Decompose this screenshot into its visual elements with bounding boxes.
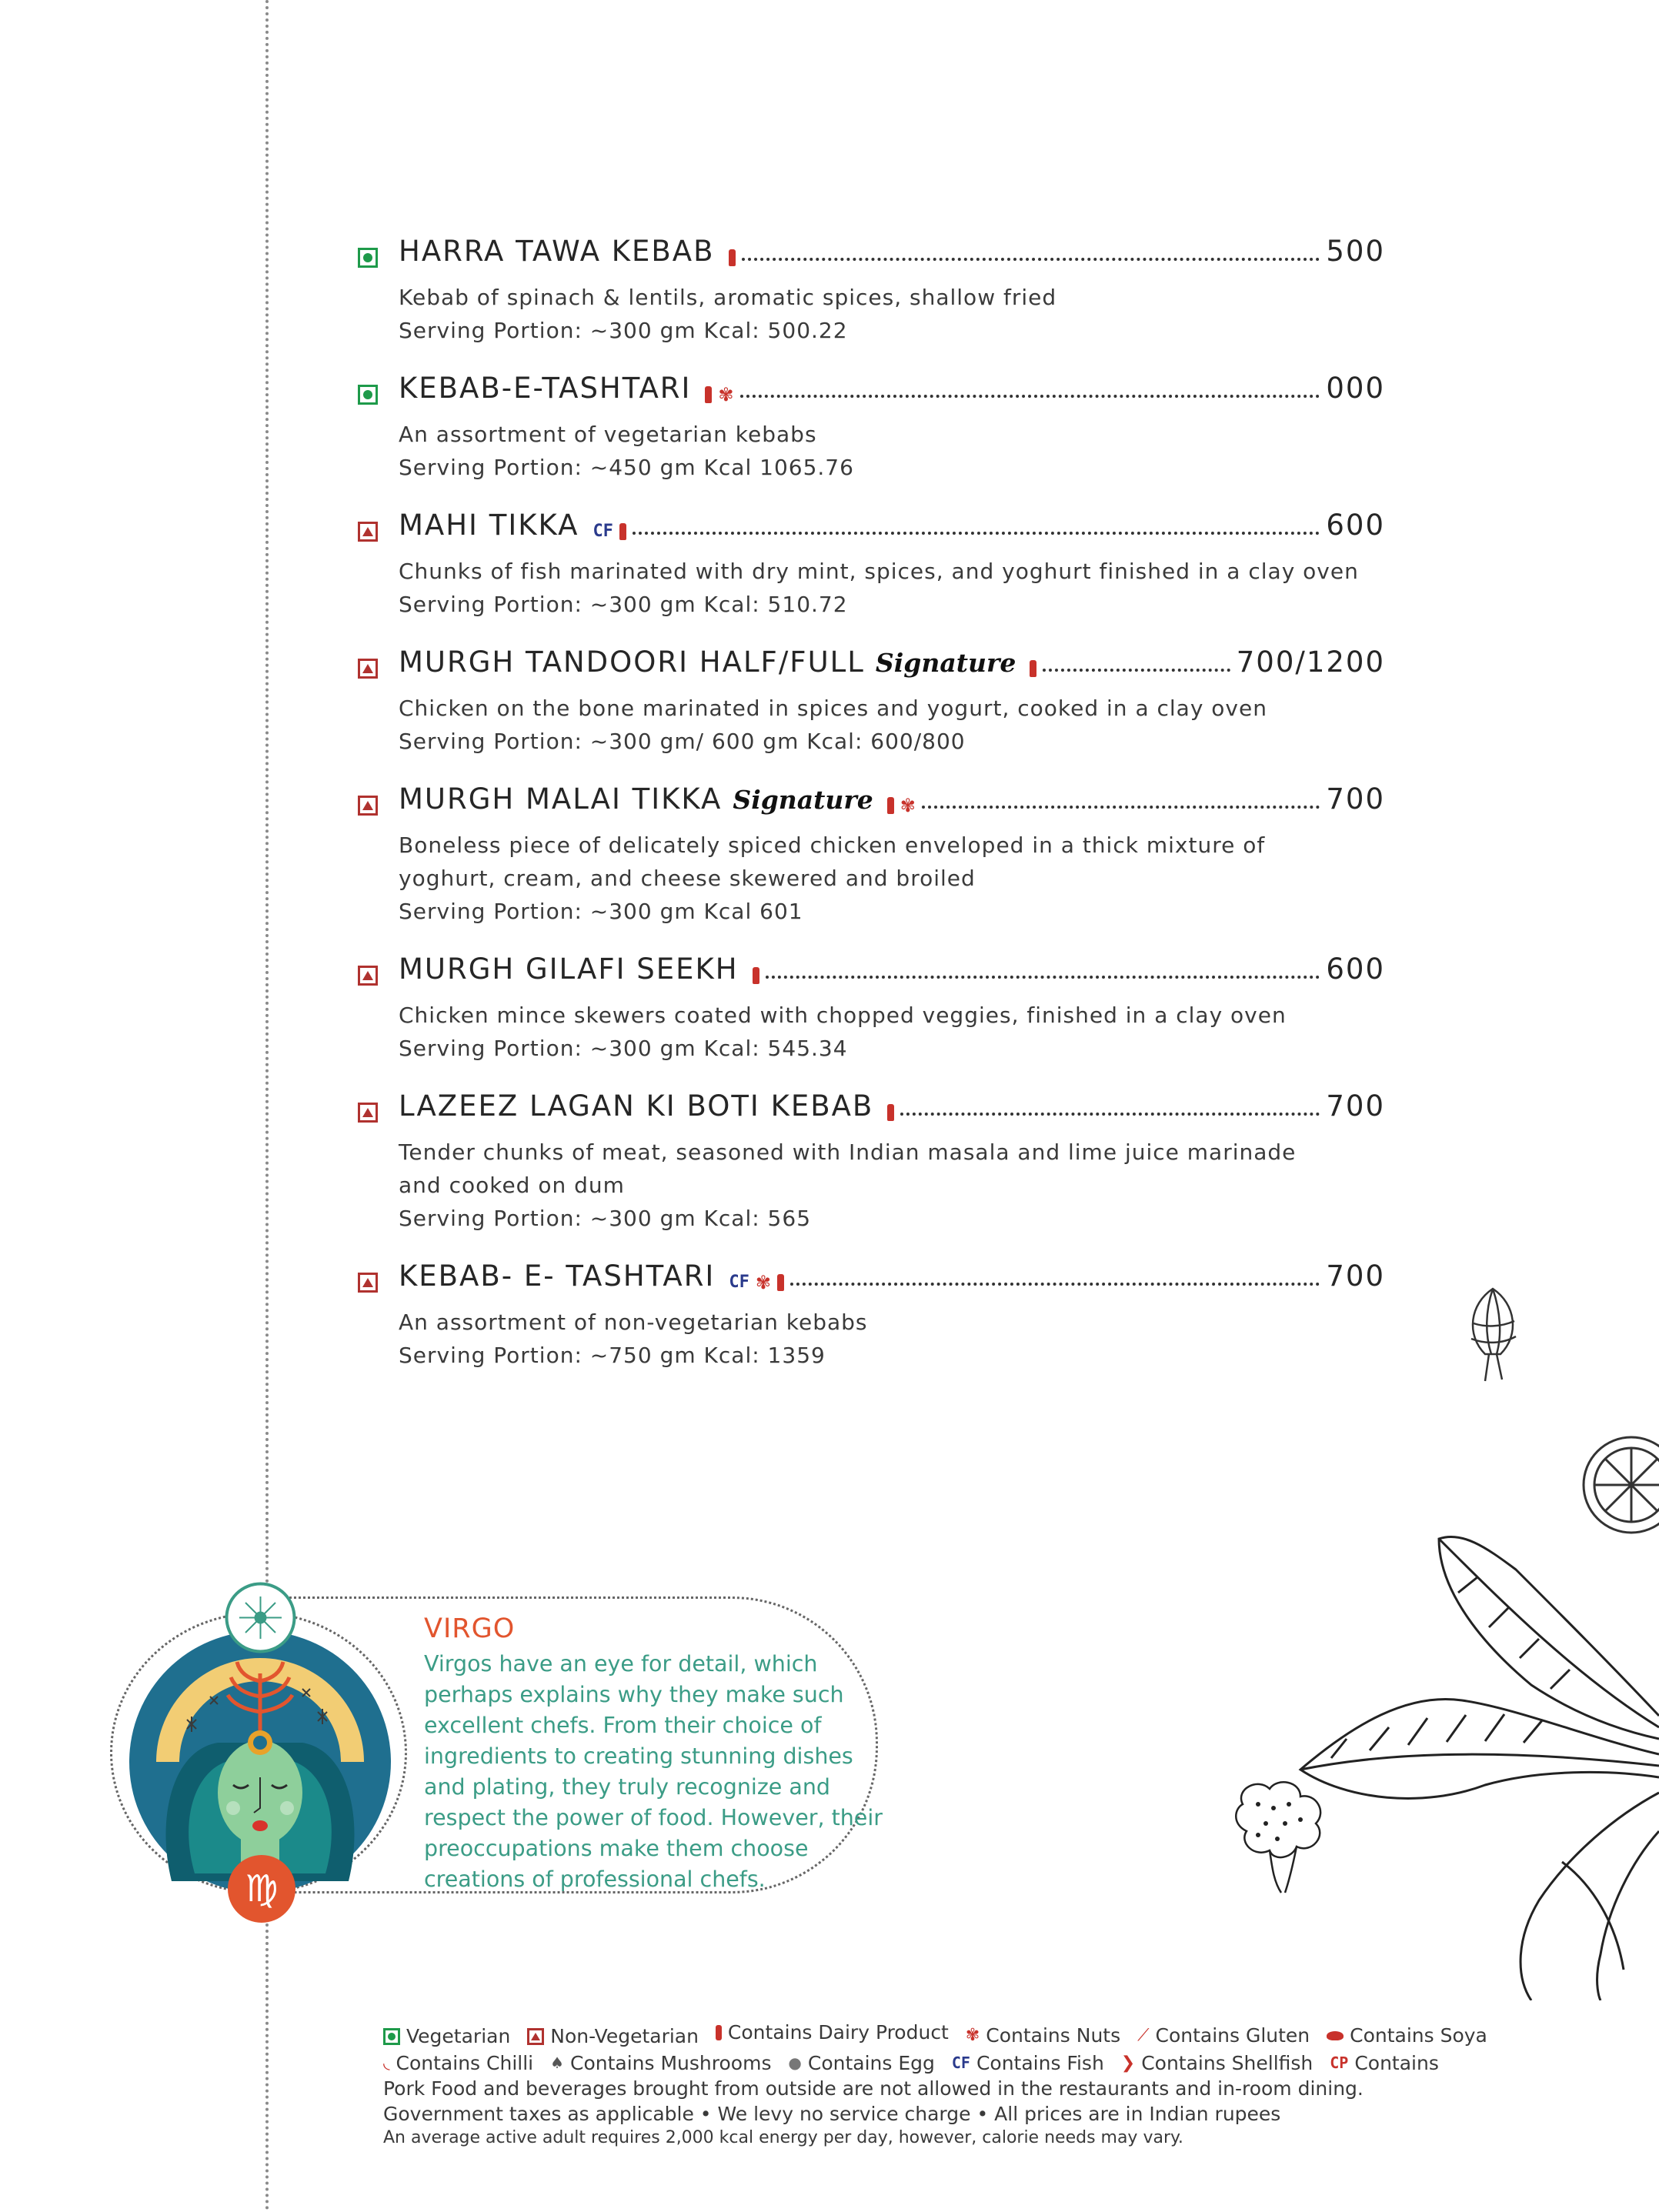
signature-badge: Signature [733,785,873,815]
non-vegetarian-icon [527,2028,544,2045]
dot-leader [922,782,1320,809]
leafy-greens-sketch-icon [1285,1523,1659,2000]
item-spacer [362,484,1385,509]
legend-note-outside-food: Pork Food and beverages brought from outside are not allowed in the restaurants and in-room dining. [383,2077,1364,2100]
dairy-icon [887,1104,894,1121]
dot-leader [766,953,1320,979]
artichoke-sketch-icon [1454,1281,1531,1389]
menu-item-description: Chunks of fish marinated with dry mint, spices, and yoghurt finished in a clay oven [399,559,1359,584]
legend-item-mushrooms: ♠ Contains Mushrooms [550,2052,772,2074]
dairy-icon [716,2025,722,2040]
menu-item-price: 700 [1326,1259,1385,1293]
legend-item-non-vegetarian: Non-Vegetarian [527,2023,699,2049]
legend-item-shellfish: ❯ Contains Shellfish [1120,2052,1314,2074]
menu-item-description: An assortment of non-vegetarian kebabs [399,1310,868,1335]
item-spacer [362,347,1385,372]
menu-item-name: MURGH MALAI TIKKA [399,782,723,816]
nuts-icon: ✾ [718,383,734,405]
sparkle-badge-icon [224,1581,297,1654]
menu-item-heading [362,235,1385,281]
virgo-title: VIRGO [424,1613,516,1644]
legend-row-2 [383,2049,1614,2076]
menu-item-price: 700 [1326,782,1385,816]
dot-leader [740,372,1320,398]
legend-item-soya: Contains Soya [1327,2023,1487,2048]
menu-item-description: yoghurt, cream, and cheese skewered and broiled [399,866,976,891]
chilli-icon: ◟ [383,2054,390,2073]
menu-item [362,646,1385,758]
menu-item [362,509,1385,621]
menu-item-portion: Serving Portion: ~300 gm Kcal: 545.34 [399,1036,848,1061]
gluten-icon: ⟋ [1137,2025,1150,2045]
non-vegetarian-icon [358,1273,378,1293]
pork-icon: CP [1330,2054,1349,2072]
egg-icon: ● [788,2054,802,2072]
fish-icon: CF [729,1273,749,1292]
menu-list [362,235,1385,1372]
nuts-icon: ✾ [900,794,916,816]
legend-item-gluten: ⟋ Contains Gluten [1137,2023,1310,2047]
vegetarian-icon [383,2028,400,2045]
allergen-icons [723,249,736,266]
dot-leader [742,235,1320,261]
legend-row-1 [383,2020,1614,2049]
menu-item-heading [362,646,1385,692]
legend-item-vegetarian: Vegetarian [383,2023,510,2049]
non-vegetarian-icon [358,966,378,986]
allergen-icons [723,1272,784,1293]
menu-item-heading [362,1259,1385,1306]
menu-item-name: LAZEEZ LAGAN KI BOTI KEBAB [399,1089,874,1123]
fish-icon: CF [592,522,613,541]
menu-item [362,782,1385,928]
mushroom-icon: ♠ [550,2054,564,2072]
non-vegetarian-icon [358,1103,378,1123]
item-spacer [362,1065,1385,1089]
menu-item-description: Chicken on the bone marinated in spices and yogurt, cooked in a clay oven [399,696,1267,721]
menu-item-portion: Serving Portion: ~300 gm Kcal 601 [399,899,803,924]
shellfish-icon: ❯ [1120,2054,1136,2073]
menu-item-heading [362,782,1385,829]
menu-item-price: 600 [1326,953,1385,986]
legend-item-egg: ● Contains Egg [788,2052,935,2074]
vegetarian-icon [358,385,378,405]
dairy-icon [777,1274,784,1291]
fish-icon: CF [951,2054,970,2072]
menu-item-price: 000 [1326,372,1385,405]
menu-item-description: Boneless piece of delicately spiced chicken enveloped in a thick mixture of [399,832,1266,858]
menu-item-heading [362,1089,1385,1136]
menu-item [362,235,1385,347]
legend-item-pork: CP Contains [1330,2052,1439,2074]
menu-item-portion: Serving Portion: ~300 gm Kcal: 510.72 [399,592,848,617]
menu-item [362,953,1385,1065]
legend-item-fish: CF Contains Fish [951,2052,1104,2074]
dot-leader [1043,646,1230,672]
non-vegetarian-icon [358,796,378,816]
allergen-icons [881,795,916,816]
allergen-icons [1023,660,1036,677]
virgo-sign-icon: ♍ [228,1855,295,1923]
menu-item [362,1259,1385,1372]
menu-item-heading [362,372,1385,418]
menu-item-name: KEBAB-E-TASHTARI [399,372,692,405]
virgo-description: Virgos have an eye for detail, which perhaps explains why they make such excellent chefs. From their choice of ingredients to creating stunning dishes and plating, they truly recognize and respect the power of food. However, their preoccupations make them choose creations of professional chefs. [424,1651,883,1892]
menu-item-portion: Serving Portion: ~450 gm Kcal 1065.76 [399,455,854,480]
legend-note-taxes: Government taxes as applicable • We levy no service charge • All prices are in Indian rupees [383,2103,1281,2125]
allergen-icons [881,1104,894,1121]
legend-item-chilli: ◟ Contains Chilli [383,2052,534,2074]
dot-leader [633,509,1320,535]
menu-item-price: 700/1200 [1236,646,1385,679]
legend-note-kcal: An average active adult requires 2,000 kcal energy per day, however, calorie needs may vary. [383,2128,1183,2147]
item-spacer [362,621,1385,646]
menu-item [362,1089,1385,1235]
menu-item-portion: Serving Portion: ~750 gm Kcal: 1359 [399,1343,826,1368]
item-spacer [362,1235,1385,1259]
non-vegetarian-icon [358,522,378,542]
menu-item-name: MURGH GILAFI SEEKH [399,953,739,986]
citrus-slice-sketch-icon [1577,1431,1659,1539]
dairy-icon [705,386,712,403]
allergen-legend [383,2020,1614,2150]
menu-item-description: Tender chunks of meat, seasoned with Indian masala and lime juice marinade [399,1139,1297,1165]
legend-item-nuts: ✾ Contains Nuts [965,2023,1121,2047]
nuts-icon: ✾ [755,1271,771,1293]
dairy-icon [887,797,894,814]
menu-item-name: HARRA TAWA KEBAB [399,235,715,268]
non-vegetarian-icon [358,659,378,679]
menu-item-price: 500 [1326,235,1385,268]
item-spacer [362,928,1385,953]
allergen-icons [586,522,626,541]
dairy-icon [619,523,626,540]
menu-item-description: An assortment of vegetarian kebabs [399,422,817,447]
dairy-icon [753,967,759,984]
dairy-icon [729,249,736,266]
menu-item-portion: Serving Portion: ~300 gm Kcal: 500.22 [399,318,848,343]
menu-item-name: MAHI TIKKA [399,509,579,542]
dot-leader [790,1259,1320,1286]
virgo-card [114,1596,914,1910]
allergen-icons [699,384,733,405]
vegetarian-icon [358,248,378,268]
menu-item-portion: Serving Portion: ~300 gm/ 600 gm Kcal: 600/800 [399,729,966,754]
item-spacer [362,758,1385,782]
legend-item-dairy: Contains Dairy Product [716,2020,949,2045]
menu-item-portion: Serving Portion: ~300 gm Kcal: 565 [399,1206,812,1231]
menu-item-description: Kebab of spinach & lentils, aromatic spices, shallow fried [399,285,1057,310]
menu-item-name: KEBAB- E- TASHTARI [399,1259,716,1293]
dot-leader [900,1089,1320,1116]
broccoli-sketch-icon [1227,1773,1335,1897]
soya-icon [1327,2031,1344,2040]
allergen-icons [746,967,759,984]
menu-item-heading [362,953,1385,999]
dairy-icon [1030,660,1036,677]
menu-item-description: Chicken mince skewers coated with chopped veggies, finished in a clay oven [399,1003,1287,1028]
signature-badge: Signature [875,648,1016,678]
menu-item [362,372,1385,484]
menu-item-name: MURGH TANDOORI HALF/FULL [399,646,865,679]
menu-item-heading [362,509,1385,555]
menu-item-description: and cooked on dum [399,1173,625,1198]
nuts-icon: ✾ [965,2025,980,2045]
menu-item-price: 600 [1326,509,1385,542]
menu-item-price: 700 [1326,1089,1385,1123]
